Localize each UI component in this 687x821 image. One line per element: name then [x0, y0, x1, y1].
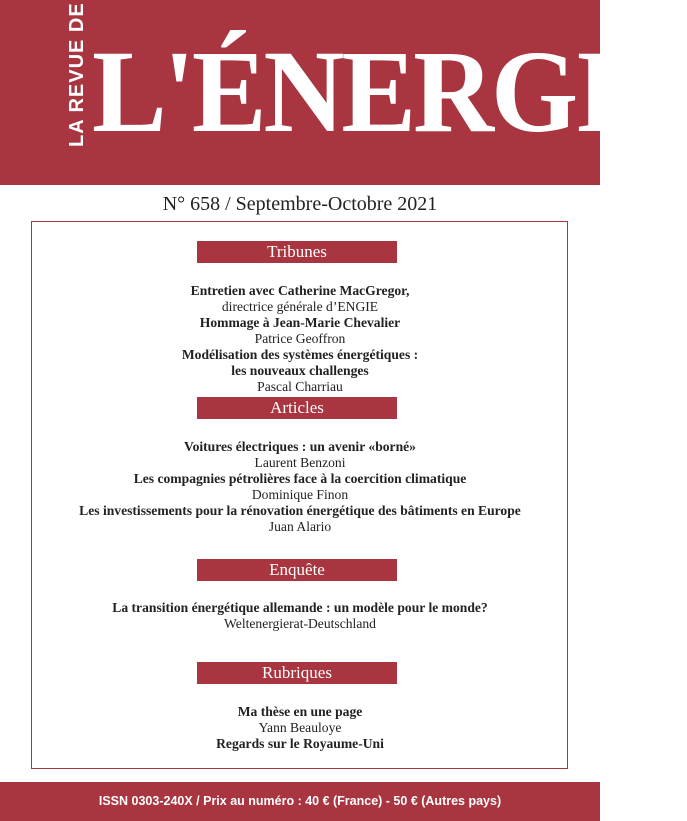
rubrique-author: Yann Beauloye: [258, 720, 342, 735]
article-author: Dominique Finon: [251, 487, 349, 502]
article-author: Laurent Benzoni: [254, 455, 346, 470]
tribunes-list: [0, 283, 600, 395]
magazine-title: L'ÉNERGIE: [92, 26, 687, 158]
tribune-author: Pascal Charriau: [257, 379, 343, 394]
tribune-title: Hommage à Jean-Marie Chevalier: [199, 315, 401, 330]
tribune-author: Patrice Geoffron: [254, 331, 346, 346]
enquete-title: La transition énergétique allemande : un modèle pour le monde?: [112, 600, 488, 615]
section-header-rubriques: Rubriques: [197, 662, 397, 684]
tribune-title: Modélisation des systèmes énergétiques :: [181, 347, 419, 362]
enquete-author: Weltenergierat-Deutschland: [224, 616, 376, 631]
footer-price-issn: ISSN 0303-240X / Prix au numéro : 40 € (France) - 50 € (Autres pays): [98, 794, 502, 808]
rubrique-title: Ma thèse en une page: [237, 704, 363, 719]
magazine-subtitle: LA REVUE DE: [66, 2, 88, 147]
section-header-enquete: Enquête: [197, 559, 397, 581]
section-header-tribunes: Tribunes: [197, 241, 397, 263]
rubrique-title: Regards sur le Royaume-Uni: [216, 736, 384, 751]
section-header-articles: Articles: [197, 397, 397, 419]
rubriques-list: [0, 704, 600, 752]
article-title: Voitures électriques : un avenir «borné»: [184, 439, 416, 454]
enquete-list: [0, 600, 600, 632]
article-title: Les compagnies pétrolières face à la coercition climatique: [133, 471, 467, 486]
tribune-title-continued: les nouveaux challenges: [231, 363, 369, 378]
tribune-author: directrice générale d’ENGIE: [221, 299, 379, 314]
tribune-title: Entretien avec Catherine MacGregor,: [190, 283, 410, 298]
issue-line: N° 658 / Septembre-Octobre 2021: [162, 193, 438, 215]
article-title: Les investissements pour la rénovation énergétique des bâtiments en Europe: [79, 503, 521, 518]
article-author: Juan Alario: [268, 519, 332, 534]
articles-list: [0, 439, 600, 535]
